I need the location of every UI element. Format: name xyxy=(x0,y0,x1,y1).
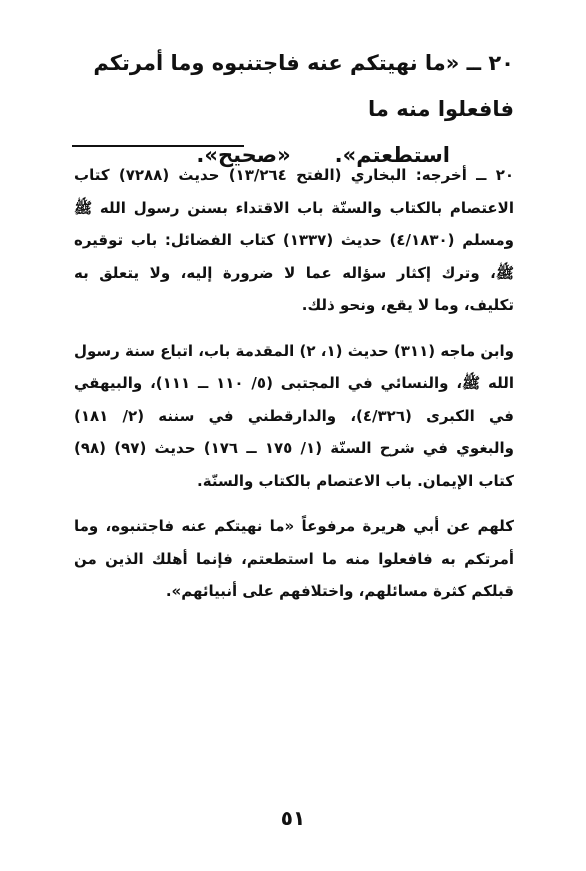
footnote-separator xyxy=(72,145,244,147)
paragraph-gap xyxy=(74,322,514,335)
footnote-paragraph-1: ٢٠ ــ أخرجه: البخاري (الفتح ١٣/٢٦٤) حديث (٧٢٨٨) كتاب الاعتصام بالكتاب والسنّة باب الاقتداء بسنن رسول الله ﷺ ومسلم (٤/١٨٣٠) حديث (١٣٣٧) كتاب الفضائل: باب توقيره ﷺ، وترك إكثار سؤاله عما لا ضرورة إليه، ولا يتعلق به تكليف، وما لا يقع، ونحو ذلك. xyxy=(74,166,514,314)
hadith-line-1: ٢٠ ــ «ما نهيتكم عنه فاجتنبوه وما أمرتكم فافعلوا منه ما xyxy=(93,51,514,121)
footnote-paragraph-3: كلهم عن أبي هريرة مرفوعاً «ما نهيتكم عنه فاجتنبوه، وما أمرتكم به فافعلوا منه ما استطعتم، فإنما أهلك الذين من قبلكم كثرة مسائلهم، واختلافهم على أنبيائهم». xyxy=(74,517,514,600)
paragraph-gap xyxy=(74,497,514,510)
footnote-paragraph-2: وابن ماجه (٣١١) حديث (١، ٢) المقدمة باب، اتباع سنة رسول الله ﷺ، والنسائي في المجتبى (٥/ ١١٠ ــ ١١١)، والبيهقي في الكبرى (٤/٣٢٦)، والدارقطني في سننه (٢/ ١٨١) والبغوي في شرح السنّة (١/ ١٧٥ ــ ١٧٦) حديث (٩٧) (٩٨) كتاب الإيمان. باب الاعتصام بالكتاب والسنّة. xyxy=(74,341,515,490)
hadith-line-2-text: استطعتم». xyxy=(334,143,450,167)
hadith-text xyxy=(74,40,514,178)
page-number: ٥١ xyxy=(280,806,306,830)
hadith-grade: «صحيح». xyxy=(196,143,291,167)
footnote-notes xyxy=(74,159,514,608)
